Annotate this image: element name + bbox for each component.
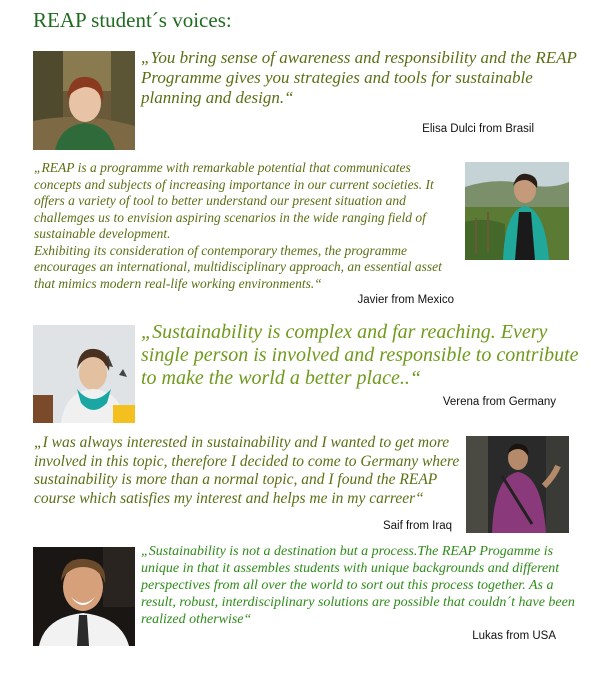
page-title: REAP student´s voices: bbox=[33, 8, 232, 32]
photo-elisa bbox=[33, 51, 135, 150]
photo-lukas bbox=[33, 547, 135, 646]
photo-verena bbox=[33, 325, 135, 423]
testimonial-author: Saif from Iraq bbox=[382, 520, 452, 532]
testimonial-author: Javier from Mexico bbox=[357, 294, 454, 306]
testimonial-author: Verena from Germany bbox=[442, 396, 556, 408]
testimonial-quote: „I was always interested in sustainability and I wanted to get more involved in this topic, therefore I decided to come to Germany where sustainability is more than a normal topic, and I found the REAP course which satisfies my interest and helps me in my carreer“ bbox=[34, 434, 460, 507]
testimonial-quote: „Sustainability is not a destination but a process.The REAP Progamme is unique in that it assembles students with unique backgrounds and different perspectives from all over the world to sort out this process together. As a result, robust, interdisciplinary solutions are possible that couldn´t have been realized otherwise“ bbox=[141, 544, 575, 627]
testimonial-author: Elisa Dulci from Brasil bbox=[422, 123, 534, 135]
photo-javier bbox=[465, 162, 569, 260]
photo-saif bbox=[466, 436, 569, 533]
testimonial-quote: „Sustainability is complex and far reaching. Every single person is involved and responsible to contribute to make the world a better place..“ bbox=[141, 321, 579, 389]
testimonial-quote: „You bring sense of awareness and responsibility and the REAP Programme gives you strategies and tools for sustainable planning and design.“ bbox=[141, 48, 577, 107]
testimonial-quote: „REAP is a programme with remarkable potential that communicates concepts and subjects of increasing importance in our current societies. It offers a variety of tool to better understand our present situation and challemges us to envision aspiring scenarios in the wide ranging field of sustainable development. Exhibiting its consideration of contemporary themes, the programme encourages an international, multidisciplinary approach, an essential asset that mimics modern real-life working environments.“ bbox=[34, 160, 442, 291]
testimonial-author: Lukas from USA bbox=[472, 630, 556, 642]
